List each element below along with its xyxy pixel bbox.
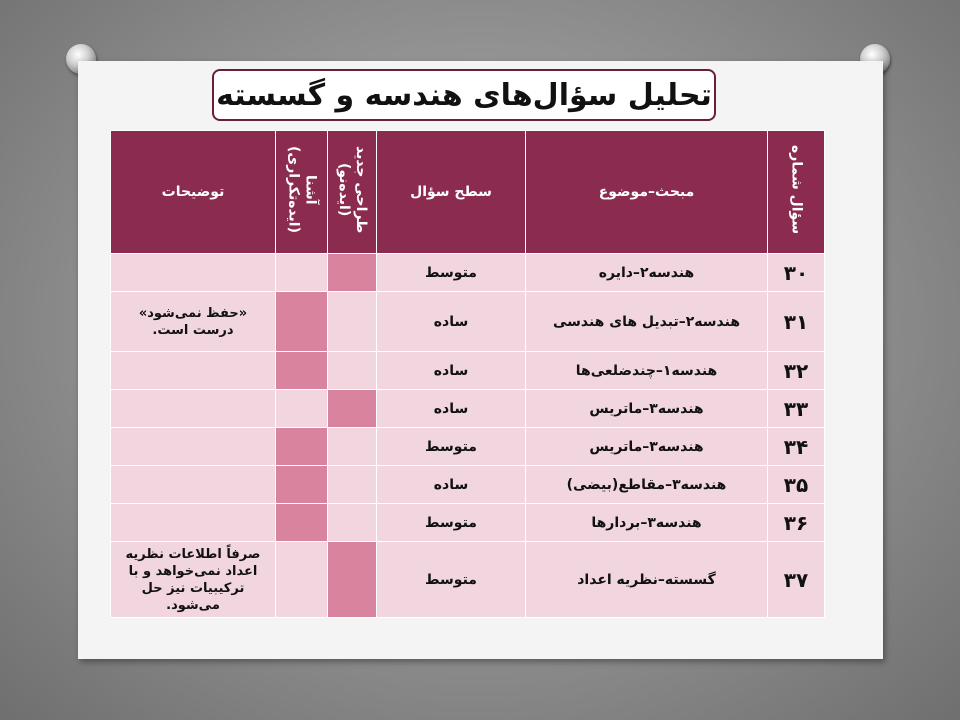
header-topic: مبحث–موضوع [526,131,768,254]
level-cell: ساده [377,352,526,390]
notes-cell: «حفظ نمی‌شود» درست است. [111,292,276,352]
table-row [111,542,825,618]
level-cell: ساده [377,390,526,428]
question-number-cell: ۳۱ [768,292,825,352]
level-cell: متوسط [377,428,526,466]
question-number-cell: ۳۲ [768,352,825,390]
question-number-cell: ۳۵ [768,466,825,504]
new-idea-cell [328,542,377,618]
notes-cell [111,390,276,428]
topic-cell: گسسته–نظریه اعداد [526,542,768,618]
header-level: سطح سؤال [377,131,526,254]
topic-cell: هندسه۲–تبدیل های هندسی [526,292,768,352]
question-number-cell: ۳۶ [768,504,825,542]
notes-cell [111,428,276,466]
topic-cell: هندسه۲–دایره [526,254,768,292]
header-number: سؤال شماره [768,131,825,254]
new-idea-cell [328,254,377,292]
level-cell: متوسط [377,542,526,618]
question-number-cell: ۳۷ [768,542,825,618]
header-notes: توضیحات [111,131,276,254]
table-row [111,428,825,466]
header-new-idea: طراحی جدید (ایده‌نو) [328,131,377,254]
notes-cell [111,352,276,390]
question-number-cell: ۳۰ [768,254,825,292]
notes-cell: صرفاً اطلاعات نظریه اعداد نمی‌خواهد و با ترکیبیات نیز حل می‌شود. [111,542,276,618]
notes-cell [111,254,276,292]
topic-cell: هندسه۳–ماتریس [526,428,768,466]
analysis-table [110,130,825,618]
new-idea-cell [328,292,377,352]
table-row [111,504,825,542]
new-idea-cell [328,390,377,428]
header-familiar: آشنا (ایده‌تکراری) [276,131,328,254]
new-idea-cell [328,466,377,504]
table-row [111,390,825,428]
new-idea-cell [328,504,377,542]
new-idea-cell [328,428,377,466]
topic-cell: هندسه۱–چندضلعی‌ها [526,352,768,390]
question-number-cell: ۳۳ [768,390,825,428]
table-row [111,352,825,390]
table-row [111,466,825,504]
topic-cell: هندسه۳–ماتریس [526,390,768,428]
familiar-cell [276,542,328,618]
table-row [111,292,825,352]
familiar-cell [276,428,328,466]
notes-cell [111,504,276,542]
new-idea-cell [328,352,377,390]
level-cell: ساده [377,292,526,352]
table-header-row [111,131,825,254]
familiar-cell [276,504,328,542]
familiar-cell [276,352,328,390]
question-number-cell: ۳۴ [768,428,825,466]
topic-cell: هندسه۳–مقاطع(بیضی) [526,466,768,504]
familiar-cell [276,292,328,352]
slide-title: تحلیل سؤال‌های هندسه و گسسته [212,69,716,121]
table-row [111,254,825,292]
level-cell: ساده [377,466,526,504]
familiar-cell [276,390,328,428]
level-cell: متوسط [377,254,526,292]
topic-cell: هندسه۳–بردارها [526,504,768,542]
familiar-cell [276,466,328,504]
familiar-cell [276,254,328,292]
notes-cell [111,466,276,504]
level-cell: متوسط [377,504,526,542]
